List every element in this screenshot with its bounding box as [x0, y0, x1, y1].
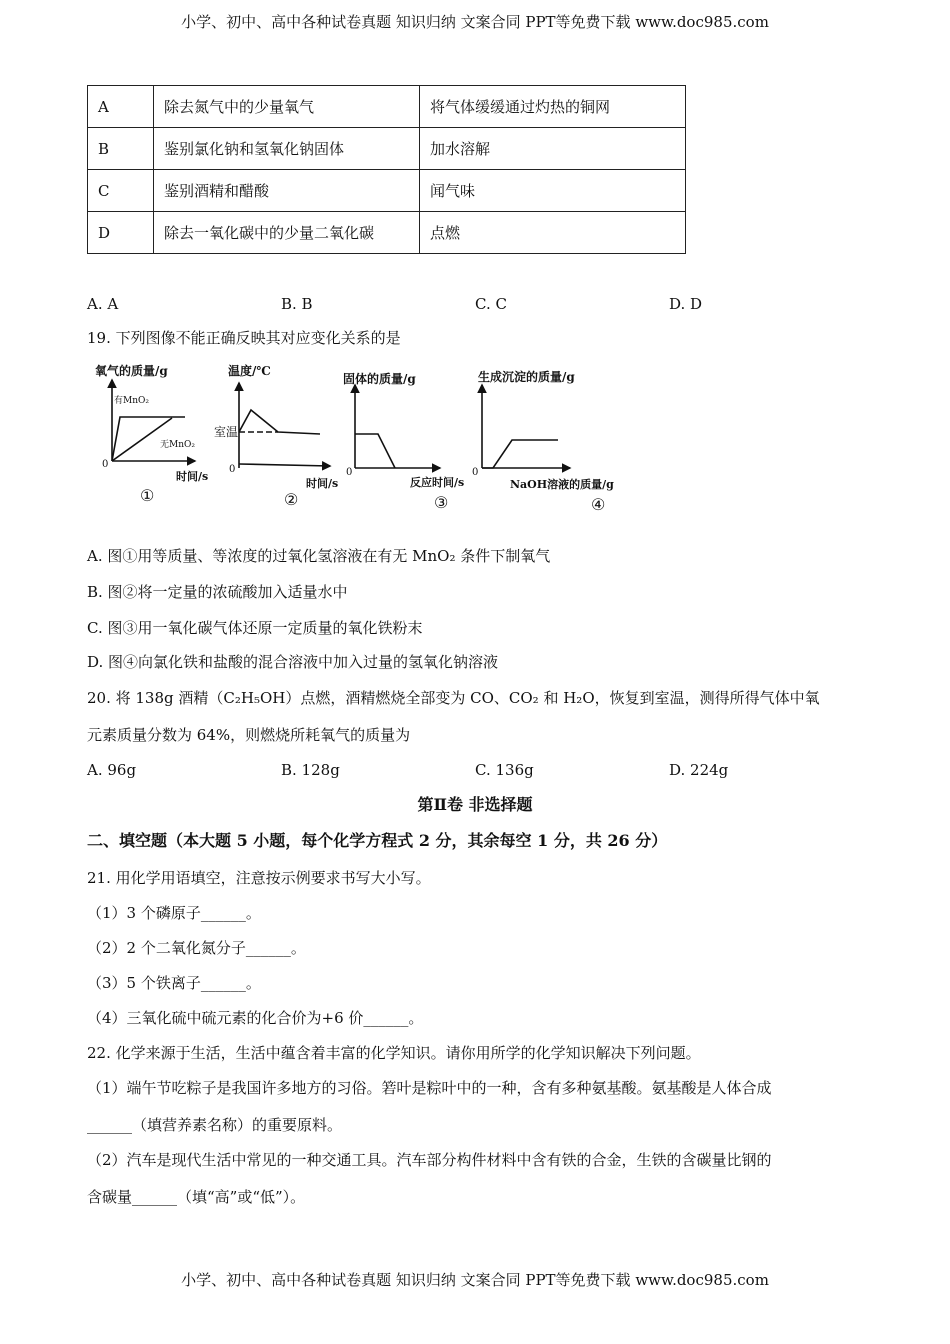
table-row — [88, 86, 686, 128]
q21-item-1: （1）3 个磷原子______。 — [87, 904, 261, 922]
cell: 鉴别酒精和醋酸 — [154, 170, 420, 212]
q19-option-b: B. 图②将一定量的浓硫酸加入适量水中 — [87, 583, 348, 601]
page-footer: 小学、初中、高中各种试卷真题 知识归纳 文案合同 PPT等免费下载 www.doc985.com — [181, 1271, 769, 1289]
graph1-xlabel: 时间/s — [176, 470, 209, 483]
q21-item-3: （3）5 个铁离子______。 — [87, 974, 261, 992]
graph4-origin: 0 — [472, 467, 479, 478]
graph4-ylabel: 生成沉淀的质量/g — [478, 370, 575, 384]
q19-graphs-figure — [90, 355, 760, 525]
graph4-number: ④ — [591, 495, 606, 514]
graph2-room-temp-label: 室温 — [214, 425, 239, 439]
page-header: 小学、初中、高中各种试卷真题 知识归纳 文案合同 PPT等免费下载 www.doc985.com — [181, 13, 769, 31]
q22-part2-line1: （2）汽车是现代生活中常见的一种交通工具。汽车部分构件材料中含有铁的合金，生铁的含碳量比钢的 — [87, 1151, 772, 1169]
graph2-xlabel: 时间/s — [306, 477, 339, 490]
q18-option-b: B. B — [281, 295, 313, 313]
table-row — [88, 170, 686, 212]
q20-option-b: B. 128g — [281, 761, 340, 779]
section-title: 第Ⅱ卷 非选择题 — [417, 795, 533, 814]
q18-option-a: A. A — [87, 295, 119, 313]
graph3-number: ③ — [434, 493, 449, 512]
cell: 除去一氧化碳中的少量二氧化碳 — [154, 212, 420, 254]
part2-title: 二、填空题（本大题 5 小题，每个化学方程式 2 分，其余每空 1 分，共 26 分） — [87, 831, 668, 850]
graph3-xlabel: 反应时间/s — [410, 476, 465, 489]
graph1-number: ① — [140, 486, 155, 505]
cell: B — [88, 128, 154, 170]
graph2-origin: 0 — [229, 464, 236, 475]
graph1-origin: 0 — [102, 459, 109, 470]
q20-line1: 20. 将 138g 酒精（C₂H₅OH）点燃，酒精燃烧全部变为 CO、CO₂ 和 H₂O，恢复到室温，测得所得气体中氧 — [87, 689, 820, 707]
cell: 点燃 — [420, 212, 686, 254]
graph2-ylabel: 温度/℃ — [228, 364, 271, 378]
q18-table — [87, 85, 686, 254]
graph3-ylabel: 固体的质量/g — [343, 372, 416, 386]
q21-item-2: （2）2 个二氧化氮分子______。 — [87, 939, 306, 957]
q22-part1-line2: ______（填营养素名称）的重要原料。 — [87, 1116, 343, 1134]
q18-option-c: C. C — [475, 295, 507, 313]
q18-option-d: D. D — [669, 295, 703, 313]
q21-item-4: （4）三氧化硫中硫元素的化合价为+6 价______。 — [87, 1009, 424, 1027]
graph1-label-without-mno2: 无MnO₂ — [160, 440, 195, 450]
q19-stem: 19. 下列图像不能正确反映其对应变化关系的是 — [87, 329, 401, 347]
cell: 将气体缓缓通过灼热的铜网 — [420, 86, 686, 128]
q20-option-d: D. 224g — [669, 761, 729, 779]
q19-option-a: A. 图①用等质量、等浓度的过氧化氢溶液在有无 MnO₂ 条件下制氧气 — [87, 547, 551, 565]
cell: 鉴别氯化钠和氢氧化钠固体 — [154, 128, 420, 170]
q19-option-d: D. 图④向氯化铁和盐酸的混合溶液中加入过量的氢氧化钠溶液 — [87, 653, 499, 671]
graph3-origin: 0 — [346, 467, 353, 478]
cell: 除去氮气中的少量氧气 — [154, 86, 420, 128]
table-row — [88, 128, 686, 170]
q20-option-a: A. 96g — [87, 761, 137, 779]
q20-line2: 元素质量分数为 64%，则燃烧所耗氧气的质量为 — [87, 726, 411, 744]
q22-part2-line2: 含碳量______（填“高”或“低”）。 — [87, 1188, 306, 1206]
cell: 闻气味 — [420, 170, 686, 212]
cell: C — [88, 170, 154, 212]
graph2-number: ② — [284, 490, 299, 509]
graph1-label-with-mno2: 有MnO₂ — [114, 396, 149, 406]
graph1-ylabel: 氧气的质量/g — [95, 364, 168, 378]
table-row — [88, 212, 686, 254]
q22-stem: 22. 化学来源于生活，生活中蕴含着丰富的化学知识。请你用所学的化学知识解决下列问题。 — [87, 1044, 701, 1062]
cell: 加水溶解 — [420, 128, 686, 170]
cell: D — [88, 212, 154, 254]
q19-option-c: C. 图③用一氧化碳气体还原一定质量的氧化铁粉末 — [87, 619, 423, 637]
q21-stem: 21. 用化学用语填空，注意按示例要求书写大小写。 — [87, 869, 431, 887]
cell: A — [88, 86, 154, 128]
q22-part1-line1: （1）端午节吃粽子是我国许多地方的习俗。箬叶是粽叶中的一种，含有多种氨基酸。氨基酸是人体合成 — [87, 1079, 772, 1097]
q20-option-c: C. 136g — [475, 761, 534, 779]
graph4-xlabel: NaOH溶液的质量/g — [510, 478, 614, 491]
